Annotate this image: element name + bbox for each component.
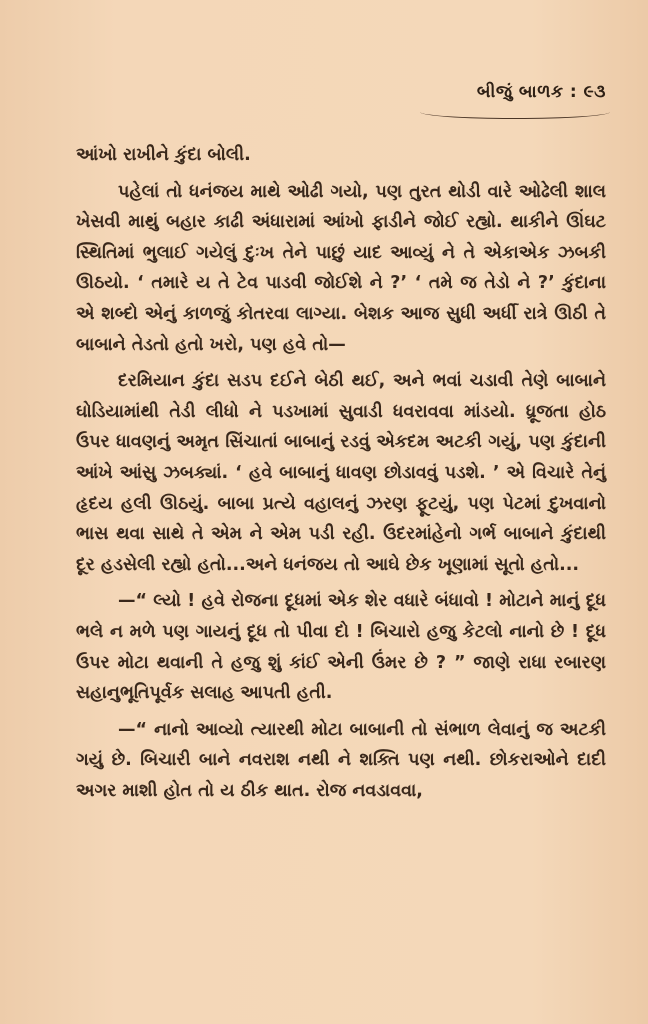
header-decorative-rule <box>420 112 610 119</box>
paragraph-1: આંખો રાખીને કુંદા બોલી. <box>76 145 251 165</box>
running-header: બીજું બાળક : ૯૩ <box>476 82 606 102</box>
paragraph-2: પહેલાં તો ધનંજય માથે ઓઢી ગયો, પણ તુરત થોડી વારે ઓઢેલી શાલ ખેસવી માથું બહાર કાઢી અંધારામાં આંખો ફાડીને જોઈ રહ્યો. થાકીને ઊંઘટ સ્થિતિમાં ભુલાઈ ગયેલું દુઃખ તેને પાછું યાદ આવ્યું ને તે એકાએક ઝબકી ઊઠયો. ‘ તમારે ય તે ટેવ પાડવી જોઈશે ને ?’ ‘ તમે જ તેડો ને ?’ કુંદાના એ શબ્દો એનું કાળજું કોતરવા લાગ્યા. બેશક આજ સુધી અર્ધી રાત્રે ઊઠી તે બાબાને તેડતો હતો ખરો, પણ હવે તો— <box>76 181 606 355</box>
paragraph-4: —“ લ્યો ! હવે રોજના દૂધમાં એક શેર વધારે બંધાવો ! મોટાને માનું દૂધ ભલે ન મળે પણ ગાયનું દૂધ તો પીવા દો ! બિચારો હજુ કેટલો નાનો છે ! દૂધ ઉપર મોટા થવાની તે હજુ શું કાંઈ એની ઉંમર છે ? ” જાણે રાધા રબારણ સહાનુભૂતિપૂર્વક સલાહ આપતી હતી. <box>76 591 606 704</box>
paragraph-3: દરમિયાન કુંદા સડપ દઈને બેઠી થઈ, અને ભવાં ચડાવી તેણે બાબાને ઘોડિયામાંથી તેડી લીધો ને પડખામાં સુવાડી ધવરાવવા માંડયો. ધ્રૂજતા હોઠ ઉપર ધાવણનું અમૃત સિંચાતાં બાબાનું રડવું એકદમ અટકી ગયું, પણ કુંદાની આંખે આંસુ ઝબક્યાં. ‘ હવે બાબાનું ધાવણ છોડાવવું પડશે. ’ એ વિચારે તેનું હૃદય હલી ઊઠયું. બાબા પ્રત્યે વહાલનું ઝરણ ફૂટયું, પણ પેટમાં દુખવાનો ભાસ થવા સાથે તે એમ ને એમ પડી રહી. ઉદરમાંહેનો ગર્ભ બાબાને કુંદાથી દૂર હડસેલી રહ્યો હતો...અને ધનંજય તો આઘે છેક ખૂણામાં સૂતો હતો... <box>76 371 606 575</box>
paragraph-5: —“ નાનો આવ્યો ત્યારથી મોટા બાબાની તો સંભાળ લેવાનું જ અટકી ગયું છે. બિચારી બાને નવરાશ નથી ને શક્તિ પણ નથી. છોકરાઓને દાદી અગર માશી હોત તો ય ઠીક થાત. રોજ નવડાવવા, <box>76 719 606 801</box>
body-text <box>76 140 606 812</box>
